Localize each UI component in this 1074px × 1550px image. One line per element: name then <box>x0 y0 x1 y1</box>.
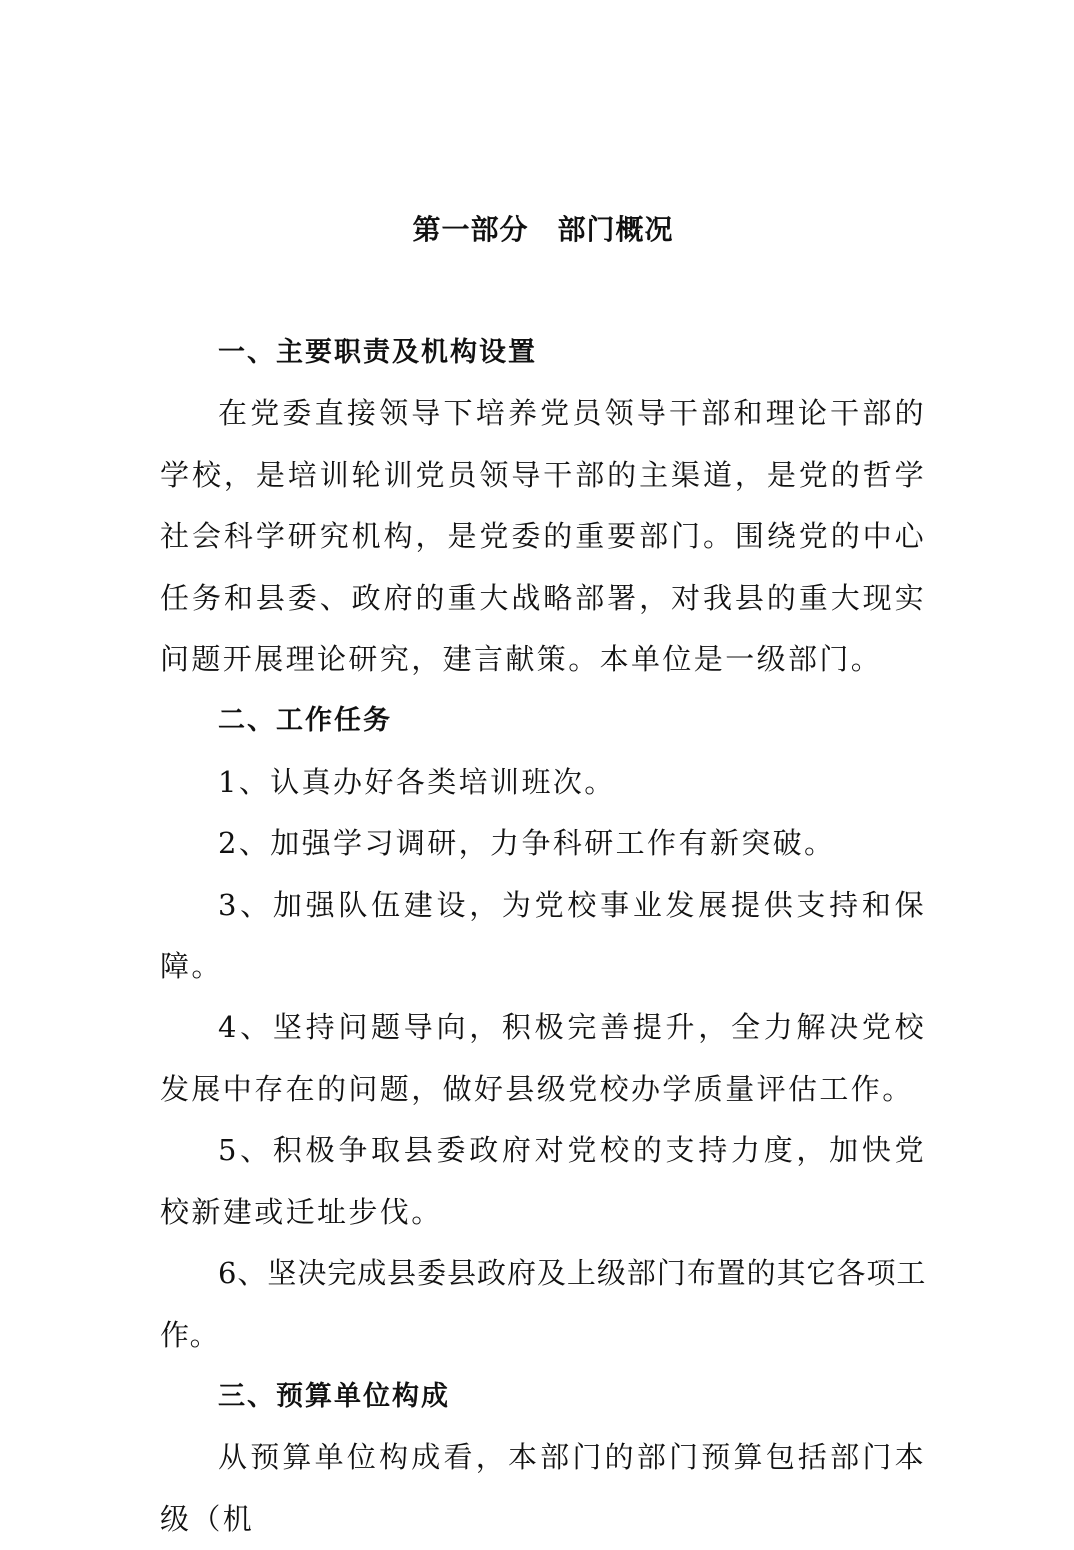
paragraph-budget-units: 从预算单位构成看，本部门的部门预算包括部门本级（机 <box>160 1440 926 1536</box>
task-item-5: 5、积极争取县委政府对党校的支持力度，加快党校新建或迁址步伐。 <box>160 1133 926 1229</box>
section-heading-duties: 一、主要职责及机构设置 <box>218 337 537 368</box>
task-item-1: 1、认真办好各类培训班次。 <box>218 764 616 799</box>
page-title: 第一部分 部门概况 <box>412 213 674 246</box>
task-item-4: 4、坚持问题导向，积极完善提升，全力解决党校发展中存在的问题，做好县级党校办学质量评估工作。 <box>160 1010 926 1106</box>
paragraph-duties: 在党委直接领导下培养党员领导干部和理论干部的学校，是培训轮训党员领导干部的主渠道，是党的哲学社会科学研究机构，是党委的重要部门。围绕党的中心任务和县委、政府的重大战略部署，对我县的重大现实问题开展理论研究，建言献策。本单位是一级部门。 <box>160 396 926 677</box>
task-item-6: 6、坚决完成县委县政府及上级部门布置的其它各项工作。 <box>160 1256 926 1352</box>
document-body <box>160 322 926 1550</box>
section-heading-budget-units: 三、预算单位构成 <box>218 1380 450 1412</box>
document-page <box>160 0 926 1536</box>
task-item-2: 2、加强学习调研，力争科研工作有新突破。 <box>218 826 836 861</box>
section-heading-tasks: 二、工作任务 <box>218 705 392 737</box>
task-item-3: 3、加强队伍建设，为党校事业发展提供支持和保障。 <box>160 887 926 984</box>
